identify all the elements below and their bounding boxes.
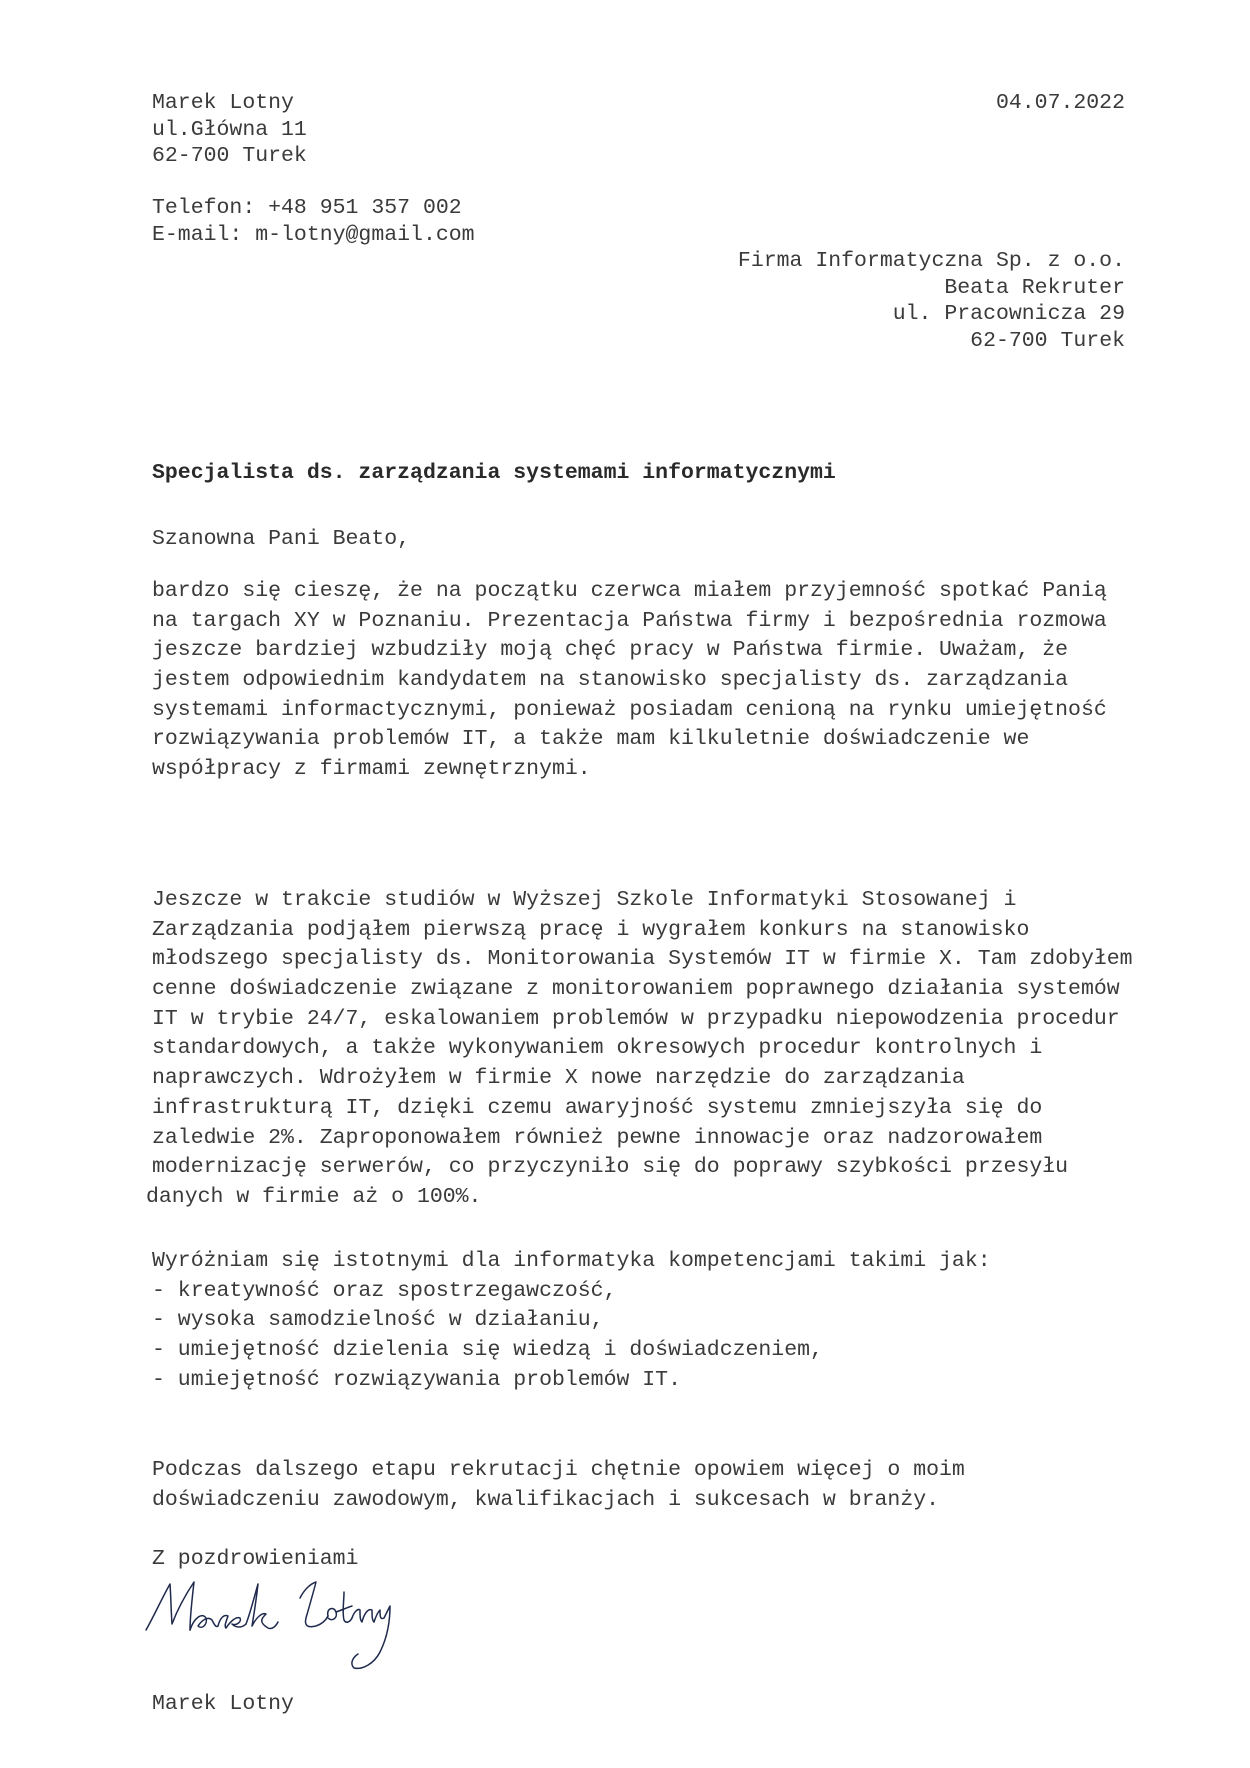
sender-email: E-mail: m-lotny@gmail.com xyxy=(152,223,475,247)
paragraph-line: Podczas dalszego etapu rekrutacji chętnie opowiem więcej o moim xyxy=(152,1458,965,1482)
sender-name: Marek Lotny xyxy=(152,91,294,115)
competency-item: - umiejętność rozwiązywania problemów IT. xyxy=(152,1367,681,1392)
paragraph-competencies xyxy=(152,1247,991,1395)
competencies-intro: Wyróżniam się istotnymi dla informatyka kompetencjami takimi jak: xyxy=(152,1249,991,1273)
paragraph-line: systemami informactycznymi, ponieważ posiadam cenioną na rynku umiejętność xyxy=(152,697,1107,722)
competency-item: - kreatywność oraz spostrzegawczość, xyxy=(152,1278,617,1303)
paragraph-line: Jeszcze w trakcie studiów w Wyższej Szkole Informatyki Stosowanej i xyxy=(152,888,1017,912)
paragraph-line: Zarządzania podjąłem pierwszą pracę i wygrałem konkurs na stanowisko xyxy=(152,917,1030,942)
paragraph-line: rozwiązywania problemów IT, a także mam kilkuletnie doświadczenie we xyxy=(152,727,1030,752)
paragraph-closing xyxy=(152,1456,965,1515)
paragraph-line: jestem odpowiednim kandydatem na stanowisko specjalisty ds. zarządzania xyxy=(152,668,1069,693)
paragraph-line: standardowych, a także wykonywaniem okresowych procedur kontrolnych i xyxy=(152,1036,1043,1061)
signature-text xyxy=(140,1568,141,1569)
recipient-city: 62-700 Turek xyxy=(970,329,1125,353)
paragraph-line: naprawczych. Wdrożyłem w firmie X nowe narzędzie do zarządzania xyxy=(152,1066,965,1091)
sender-phone: Telefon: +48 951 357 002 xyxy=(152,196,462,220)
paragraph-line: zaledwie 2%. Zaproponowałem również pewne innowacje oraz nadzorowałem xyxy=(152,1125,1043,1150)
paragraph-line: młodszego specjalisty ds. Monitorowania Systemów IT w firmie X. Tam zdobyłem xyxy=(152,947,1133,972)
competency-item: - umiejętność dzielenia się wiedzą i doświadczeniem, xyxy=(152,1338,823,1363)
paragraph-line: modernizację serwerów, co przyczyniło się do poprawy szybkości przesyłu xyxy=(152,1155,1069,1180)
paragraph-intro xyxy=(152,577,1107,785)
closing-phrase: Z pozdrowieniami xyxy=(152,1547,359,1571)
paragraph-line: IT w trybie 24/7, eskalowaniem problemów w przypadku niepowodzenia procedur xyxy=(152,1006,1120,1031)
salutation: Szanowna Pani Beato, xyxy=(152,527,411,551)
paragraph-line: danych w firmie aż o 100%. xyxy=(146,1184,482,1209)
signed-name: Marek Lotny xyxy=(152,1692,294,1716)
sender-street: ul.Główna 11 xyxy=(152,118,307,142)
recipient-person: Beata Rekruter xyxy=(944,276,1125,300)
paragraph-line: infrastrukturą IT, dzięki czemu awaryjność systemu zmniejszyła się do xyxy=(152,1095,1043,1120)
paragraph-experience xyxy=(146,886,1133,1213)
letter-date: 04.07.2022 xyxy=(995,91,1125,115)
recipient-company: Firma Informatyczna Sp. z o.o. xyxy=(737,249,1125,273)
paragraph-line: jeszcze bardziej wzbudziły moją chęć pracy w Państwa firmie. Uważam, że xyxy=(152,638,1069,663)
paragraph-line: doświadczeniu zawodowym, kwalifikacjach i sukcesach w branży. xyxy=(152,1487,940,1512)
paragraph-line: na targach XY w Poznaniu. Prezentacja Państwa firmy i bezpośrednia rozmowa xyxy=(152,608,1107,633)
recipient-street: ul. Pracownicza 29 xyxy=(892,302,1125,326)
paragraph-line: współpracy z firmami zewnętrznymi. xyxy=(152,757,591,782)
paragraph-line: cenne doświadczenie związane z monitorowaniem poprawnego działania systemów xyxy=(152,977,1120,1002)
competency-item: - wysoka samodzielność w działaniu, xyxy=(152,1308,604,1333)
paragraph-line: bardzo się cieszę, że na początku czerwca miałem przyjemność spotkać Panią xyxy=(152,579,1107,603)
handwritten-signature xyxy=(140,1568,400,1678)
signature-drawing xyxy=(140,1568,400,1678)
signature-strokes xyxy=(146,1582,390,1668)
sender-city: 62-700 Turek xyxy=(152,144,307,168)
letter-subject: Specjalista ds. zarządzania systemami informatycznymi xyxy=(152,461,836,485)
